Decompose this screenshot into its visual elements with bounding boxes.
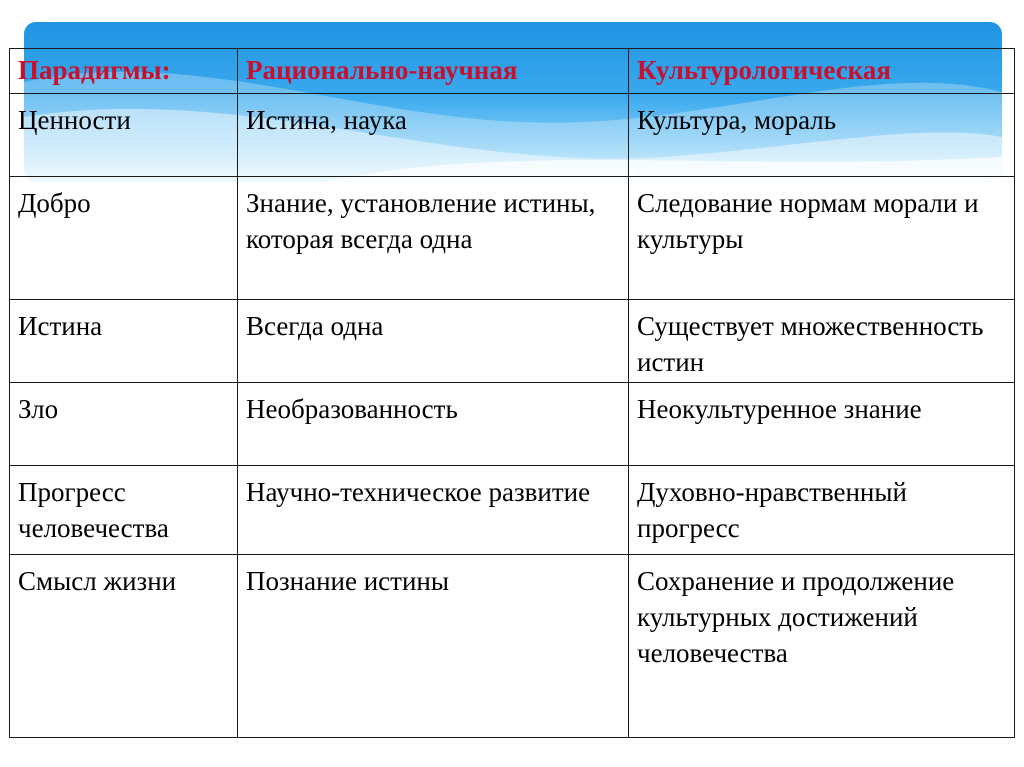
rational-cell: Истина, наука — [238, 94, 629, 177]
rational-cell: Знание, установление истины, которая всегда одна — [238, 177, 629, 300]
cultural-cell: Культура, мораль — [629, 94, 1015, 177]
row-label: Ценности — [10, 94, 238, 177]
header-paradigms: Парадигмы: — [10, 49, 238, 94]
header-rational-scientific: Рационально-научная — [238, 49, 629, 94]
table-row — [10, 555, 1015, 738]
row-label: Прогресс человечества — [10, 466, 238, 555]
row-label: Смысл жизни — [10, 555, 238, 738]
cultural-cell: Сохранение и продолжение культурных достижений человечества — [629, 555, 1015, 738]
rational-cell: Необразованность — [238, 383, 629, 466]
cultural-cell: Неокультуренное знание — [629, 383, 1015, 466]
row-label: Зло — [10, 383, 238, 466]
header-culturological: Культурологическая — [629, 49, 1015, 94]
table-row — [10, 177, 1015, 300]
row-label: Истина — [10, 300, 238, 383]
paradigms-table — [9, 48, 1015, 738]
row-label: Добро — [10, 177, 238, 300]
table-row — [10, 300, 1015, 383]
rational-cell: Научно-техническое развитие — [238, 466, 629, 555]
table-row — [10, 466, 1015, 555]
rational-cell: Всегда одна — [238, 300, 629, 383]
table-row — [10, 383, 1015, 466]
table-header-row — [10, 49, 1015, 94]
table-row — [10, 94, 1015, 177]
cultural-cell: Существует множественность истин — [629, 300, 1015, 383]
cultural-cell: Духовно-нравственный прогресс — [629, 466, 1015, 555]
cultural-cell: Следование нормам морали и культуры — [629, 177, 1015, 300]
rational-cell: Познание истины — [238, 555, 629, 738]
